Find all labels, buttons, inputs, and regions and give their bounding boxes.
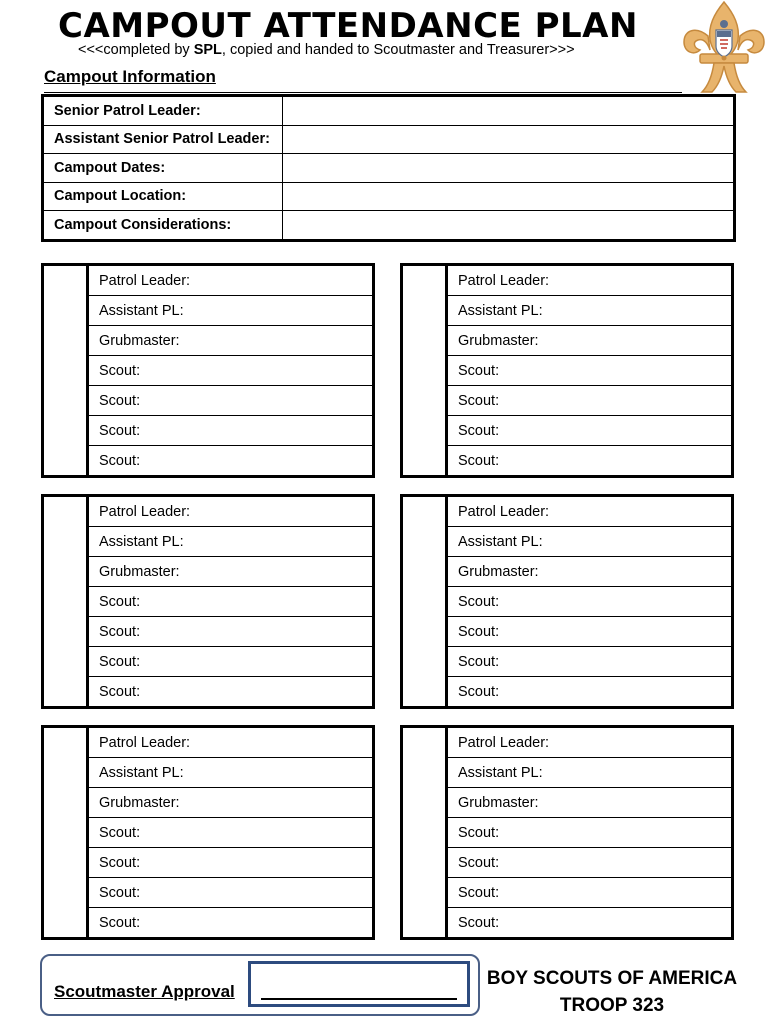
grubmaster-row[interactable]: Grubmaster: bbox=[448, 326, 731, 356]
scout-row[interactable]: Scout: bbox=[89, 878, 372, 908]
scout-row[interactable]: Scout: bbox=[89, 416, 372, 446]
patrol-box-4 bbox=[400, 494, 734, 709]
scout-row[interactable]: Scout: bbox=[448, 386, 731, 416]
organization-name bbox=[480, 965, 744, 1019]
patrol-leader-row[interactable]: Patrol Leader: bbox=[448, 266, 731, 296]
patrol-box-1 bbox=[41, 263, 375, 478]
grubmaster-row[interactable]: Grubmaster: bbox=[448, 557, 731, 587]
grubmaster-row[interactable]: Grubmaster: bbox=[448, 788, 731, 818]
scout-row[interactable]: Scout: bbox=[458, 452, 500, 469]
scout-row[interactable]: Scout: bbox=[448, 617, 731, 647]
scout-row[interactable]: Scout: bbox=[448, 416, 731, 446]
patrol-box-2 bbox=[400, 263, 734, 478]
patrol-name-field[interactable] bbox=[403, 266, 448, 475]
campout-location-label: Campout Location: bbox=[43, 182, 283, 211]
grubmaster-row[interactable]: Grubmaster: bbox=[89, 326, 372, 356]
table-row bbox=[43, 182, 735, 211]
patrol-box-3 bbox=[41, 494, 375, 709]
scoutmaster-signature-field[interactable] bbox=[248, 961, 470, 1007]
assistant-senior-patrol-leader-label: Assistant Senior Patrol Leader: bbox=[43, 125, 283, 154]
campout-dates-label: Campout Dates: bbox=[43, 154, 283, 183]
patrol-name-field[interactable] bbox=[44, 728, 89, 937]
senior-patrol-leader-label: Senior Patrol Leader: bbox=[43, 96, 283, 126]
subtitle-suffix: , copied and handed to Scoutmaster and Treasurer>>> bbox=[221, 42, 575, 58]
scout-row[interactable]: Scout: bbox=[99, 452, 141, 469]
scout-row[interactable]: Scout: bbox=[448, 848, 731, 878]
grubmaster-row[interactable]: Grubmaster: bbox=[89, 557, 372, 587]
scout-row[interactable]: Scout: bbox=[458, 914, 500, 931]
scout-row[interactable]: Scout: bbox=[448, 818, 731, 848]
table-row bbox=[43, 125, 735, 154]
assistant-pl-row[interactable]: Assistant PL: bbox=[448, 758, 731, 788]
patrol-name-field[interactable] bbox=[44, 266, 89, 475]
scout-row[interactable]: Scout: bbox=[448, 356, 731, 386]
scout-row[interactable]: Scout: bbox=[89, 848, 372, 878]
patrol-box-6 bbox=[400, 725, 734, 940]
page-subtitle bbox=[78, 42, 575, 58]
patrol-name-field[interactable] bbox=[403, 728, 448, 937]
patrol-name-field[interactable] bbox=[403, 497, 448, 706]
subtitle-bold: SPL bbox=[193, 42, 222, 58]
organization-line-1: BOY SCOUTS OF AMERICA bbox=[486, 968, 738, 989]
scout-row[interactable]: Scout: bbox=[89, 617, 372, 647]
scout-row[interactable]: Scout: bbox=[448, 647, 731, 677]
assistant-pl-row[interactable]: Assistant PL: bbox=[448, 296, 731, 326]
assistant-pl-row[interactable]: Assistant PL: bbox=[448, 527, 731, 557]
scout-row[interactable]: Scout: bbox=[89, 386, 372, 416]
fleur-de-lis-emblem-icon bbox=[678, 0, 770, 96]
scout-row[interactable]: Scout: bbox=[458, 683, 500, 700]
patrol-leader-row[interactable]: Patrol Leader: bbox=[448, 728, 731, 758]
assistant-pl-row[interactable]: Assistant PL: bbox=[89, 296, 372, 326]
campout-information-table bbox=[41, 94, 736, 242]
campout-location-field[interactable] bbox=[283, 182, 735, 211]
campout-dates-field[interactable] bbox=[283, 154, 735, 183]
patrol-leader-row[interactable]: Patrol Leader: bbox=[89, 266, 372, 296]
scoutmaster-approval-panel bbox=[40, 954, 480, 1016]
campout-considerations-label: Campout Considerations: bbox=[43, 211, 283, 241]
scoutmaster-approval-label: Scoutmaster Approval bbox=[54, 982, 235, 1001]
scout-row[interactable]: Scout: bbox=[89, 647, 372, 677]
scout-row[interactable]: Scout: bbox=[89, 818, 372, 848]
patrol-leader-row[interactable]: Patrol Leader: bbox=[89, 728, 372, 758]
patrol-name-field[interactable] bbox=[44, 497, 89, 706]
subtitle-prefix: <<<completed by bbox=[78, 42, 194, 58]
assistant-pl-row[interactable]: Assistant PL: bbox=[89, 527, 372, 557]
campout-considerations-field[interactable] bbox=[283, 211, 735, 241]
scout-row[interactable]: Scout: bbox=[89, 356, 372, 386]
page-title: CAMPOUT ATTENDANCE PLAN bbox=[58, 6, 638, 46]
scout-row[interactable]: Scout: bbox=[448, 878, 731, 908]
campout-information-heading: Campout Information bbox=[44, 67, 216, 86]
patrol-leader-row[interactable]: Patrol Leader: bbox=[89, 497, 372, 527]
patrol-box-5 bbox=[41, 725, 375, 940]
signature-line bbox=[261, 998, 457, 1000]
scout-row[interactable]: Scout: bbox=[448, 587, 731, 617]
heading-rule bbox=[44, 92, 682, 93]
scout-row[interactable]: Scout: bbox=[89, 587, 372, 617]
assistant-senior-patrol-leader-field[interactable] bbox=[283, 125, 735, 154]
scout-row[interactable]: Scout: bbox=[99, 914, 141, 931]
table-row bbox=[43, 211, 735, 241]
senior-patrol-leader-field[interactable] bbox=[283, 96, 735, 126]
grubmaster-row[interactable]: Grubmaster: bbox=[89, 788, 372, 818]
organization-line-2: TROOP 323 bbox=[559, 995, 665, 1016]
table-row bbox=[43, 154, 735, 183]
patrol-leader-row[interactable]: Patrol Leader: bbox=[448, 497, 731, 527]
scout-row[interactable]: Scout: bbox=[99, 683, 141, 700]
assistant-pl-row[interactable]: Assistant PL: bbox=[89, 758, 372, 788]
table-row bbox=[43, 96, 735, 126]
